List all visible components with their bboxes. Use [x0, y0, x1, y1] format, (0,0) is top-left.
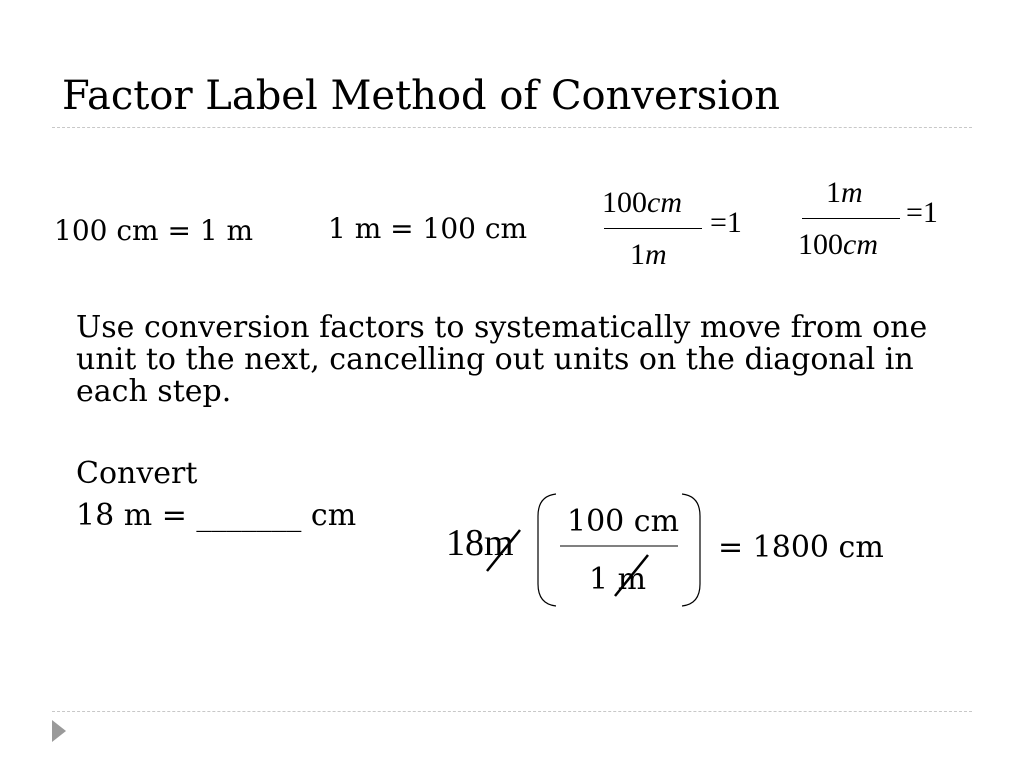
cancel-stroke-m-bottom [615, 555, 648, 596]
factor-1-numerator: 100cm [602, 186, 682, 219]
cancel-stroke-m-top [487, 530, 520, 571]
factor-1-denominator: 1m [630, 238, 667, 271]
conversion-problem: 18 m = _______ cm [76, 498, 357, 533]
triangle-right-icon [52, 720, 66, 742]
left-bracket [538, 494, 556, 606]
convert-label: Convert [76, 456, 198, 491]
worked-result: = 1800 cm [718, 530, 884, 565]
worked-factor-denominator: 1 m [589, 562, 647, 597]
equality-cm-to-m: 100 cm = 1 m [54, 214, 254, 247]
instruction-text: Use conversion factors to systematically move from one unit to the next, cancelling out units on the diagonal in each step. [76, 310, 928, 409]
right-bracket [682, 494, 700, 606]
equality-m-to-cm: 1 m = 100 cm [328, 212, 528, 245]
worked-factor-numerator: 100 cm [567, 504, 680, 539]
slide-title: Factor Label Method of Conversion [62, 73, 780, 119]
factor-2-equals-one: =1 [906, 196, 938, 229]
footer-divider [52, 711, 972, 712]
factor-2-denominator: 100cm [798, 228, 878, 261]
worked-start-value: 18m [446, 522, 514, 564]
factor-1-equals-one: =1 [710, 206, 742, 239]
factor-2-numerator: 1m [826, 176, 863, 209]
